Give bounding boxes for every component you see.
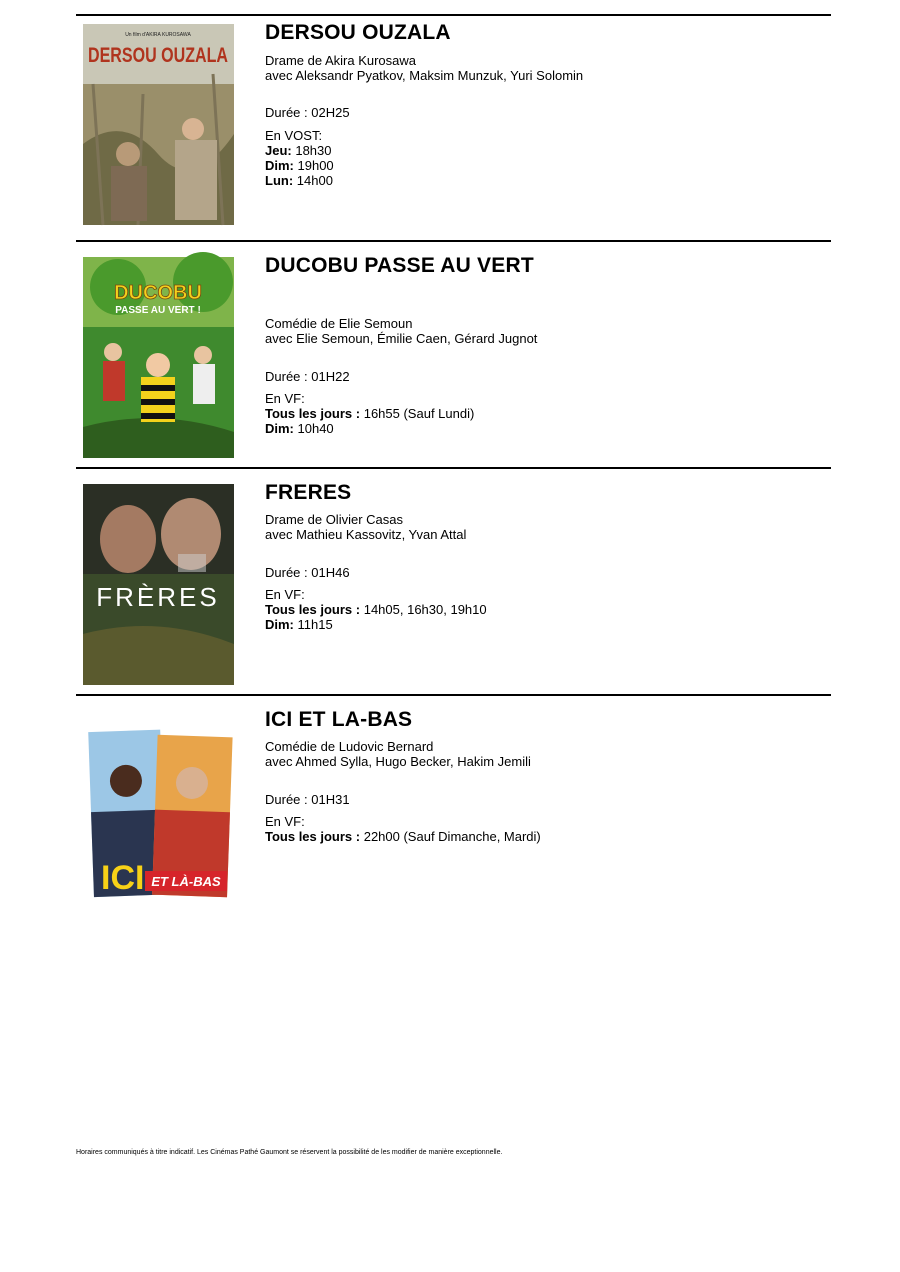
schedule-times: 19h00 [293,158,334,173]
movie-version: En VF: [265,814,305,829]
schedule-day: Jeu: [265,143,292,158]
schedule-day: Tous les jours : [265,829,361,844]
schedule-times: 10h40 [293,421,334,436]
movie-duration: Durée : 01H31 [265,792,350,807]
movie-cast: avec Ahmed Sylla, Hugo Becker, Hakim Jemili [265,754,531,769]
movie-genre-director: Comédie de Elie Semoun [265,316,413,331]
movie-title: FRERES [265,481,352,504]
schedule-row [265,617,333,632]
poster-title-text: ICI [101,859,145,897]
schedule-times: 16h55 (Sauf Lundi) [360,406,475,421]
movie-cast: avec Mathieu Kassovitz, Yvan Attal [265,527,467,542]
movie-title: DUCOBU PASSE AU VERT [265,254,534,277]
movie-version: En VOST: [265,128,323,143]
movie-genre-director: Drame de Olivier Casas [265,512,403,527]
poster-subtitle-text: PASSE AU VERT ! [115,305,201,316]
schedule-row [265,173,333,188]
schedule-times: 22h00 (Sauf Dimanche, Mardi) [360,829,541,844]
schedule-day: Dim: [265,421,294,436]
movie-cast: avec Aleksandr Pyatkov, Maksim Munzuk, Yuri Solomin [265,68,584,83]
movie-poster [83,711,234,912]
schedule-row [265,143,332,158]
movie-duration: Durée : 02H25 [265,105,350,120]
movie-entry-freres [76,467,831,693]
poster-title-text: DERSOU OUZALA [88,44,228,67]
movie-title: DERSOU OUZALA [265,21,451,44]
schedule-row [265,602,487,617]
movie-poster [83,257,234,458]
schedule-times: 11h15 [293,617,333,632]
poster-title-text: DUCOBU [114,282,202,304]
movie-genre-director: Drame de Akira Kurosawa [265,53,417,68]
schedule-row [265,829,541,844]
schedule-row [265,406,474,421]
movie-entry-ici-et-la-bas [76,694,831,920]
poster-credit-text: Un film d'AKIRA KUROSAWA [125,32,191,38]
poster-title-text: FRÈRES [96,582,220,612]
movie-title: ICI ET LA-BAS [265,708,413,731]
movie-version: En VF: [265,587,305,602]
movie-duration: Durée : 01H46 [265,565,350,580]
schedule-times: 14h00 [293,173,333,188]
schedule-row [265,158,334,173]
schedule-times: 18h30 [291,143,332,158]
schedule-day: Dim: [265,158,294,173]
movie-version: En VF: [265,391,305,406]
poster-subtitle-text: ET LÀ-BAS [151,874,221,889]
schedule-row [265,421,334,436]
footnote-disclaimer: Horaires communiqués à titre indicatif. Les Cinémas Pathé Gaumont se réservent la possibilité de les modifier de manière exceptionnelle. [76,1149,503,1156]
schedule-times: 14h05, 16h30, 19h10 [360,602,487,617]
schedule-day: Lun: [265,173,294,188]
movie-poster [83,484,234,685]
movie-entry-dersou-ouzala [76,14,831,240]
schedule-day: Tous les jours : [265,406,361,421]
movie-cast: avec Elie Semoun, Émilie Caen, Gérard Jugnot [265,331,538,346]
movie-poster [83,24,234,225]
schedule-day: Dim: [265,617,294,632]
movie-genre-director: Comédie de Ludovic Bernard [265,739,434,754]
schedule-day: Tous les jours : [265,602,361,617]
movie-duration: Durée : 01H22 [265,369,350,384]
movie-entry-ducobu [76,240,831,466]
